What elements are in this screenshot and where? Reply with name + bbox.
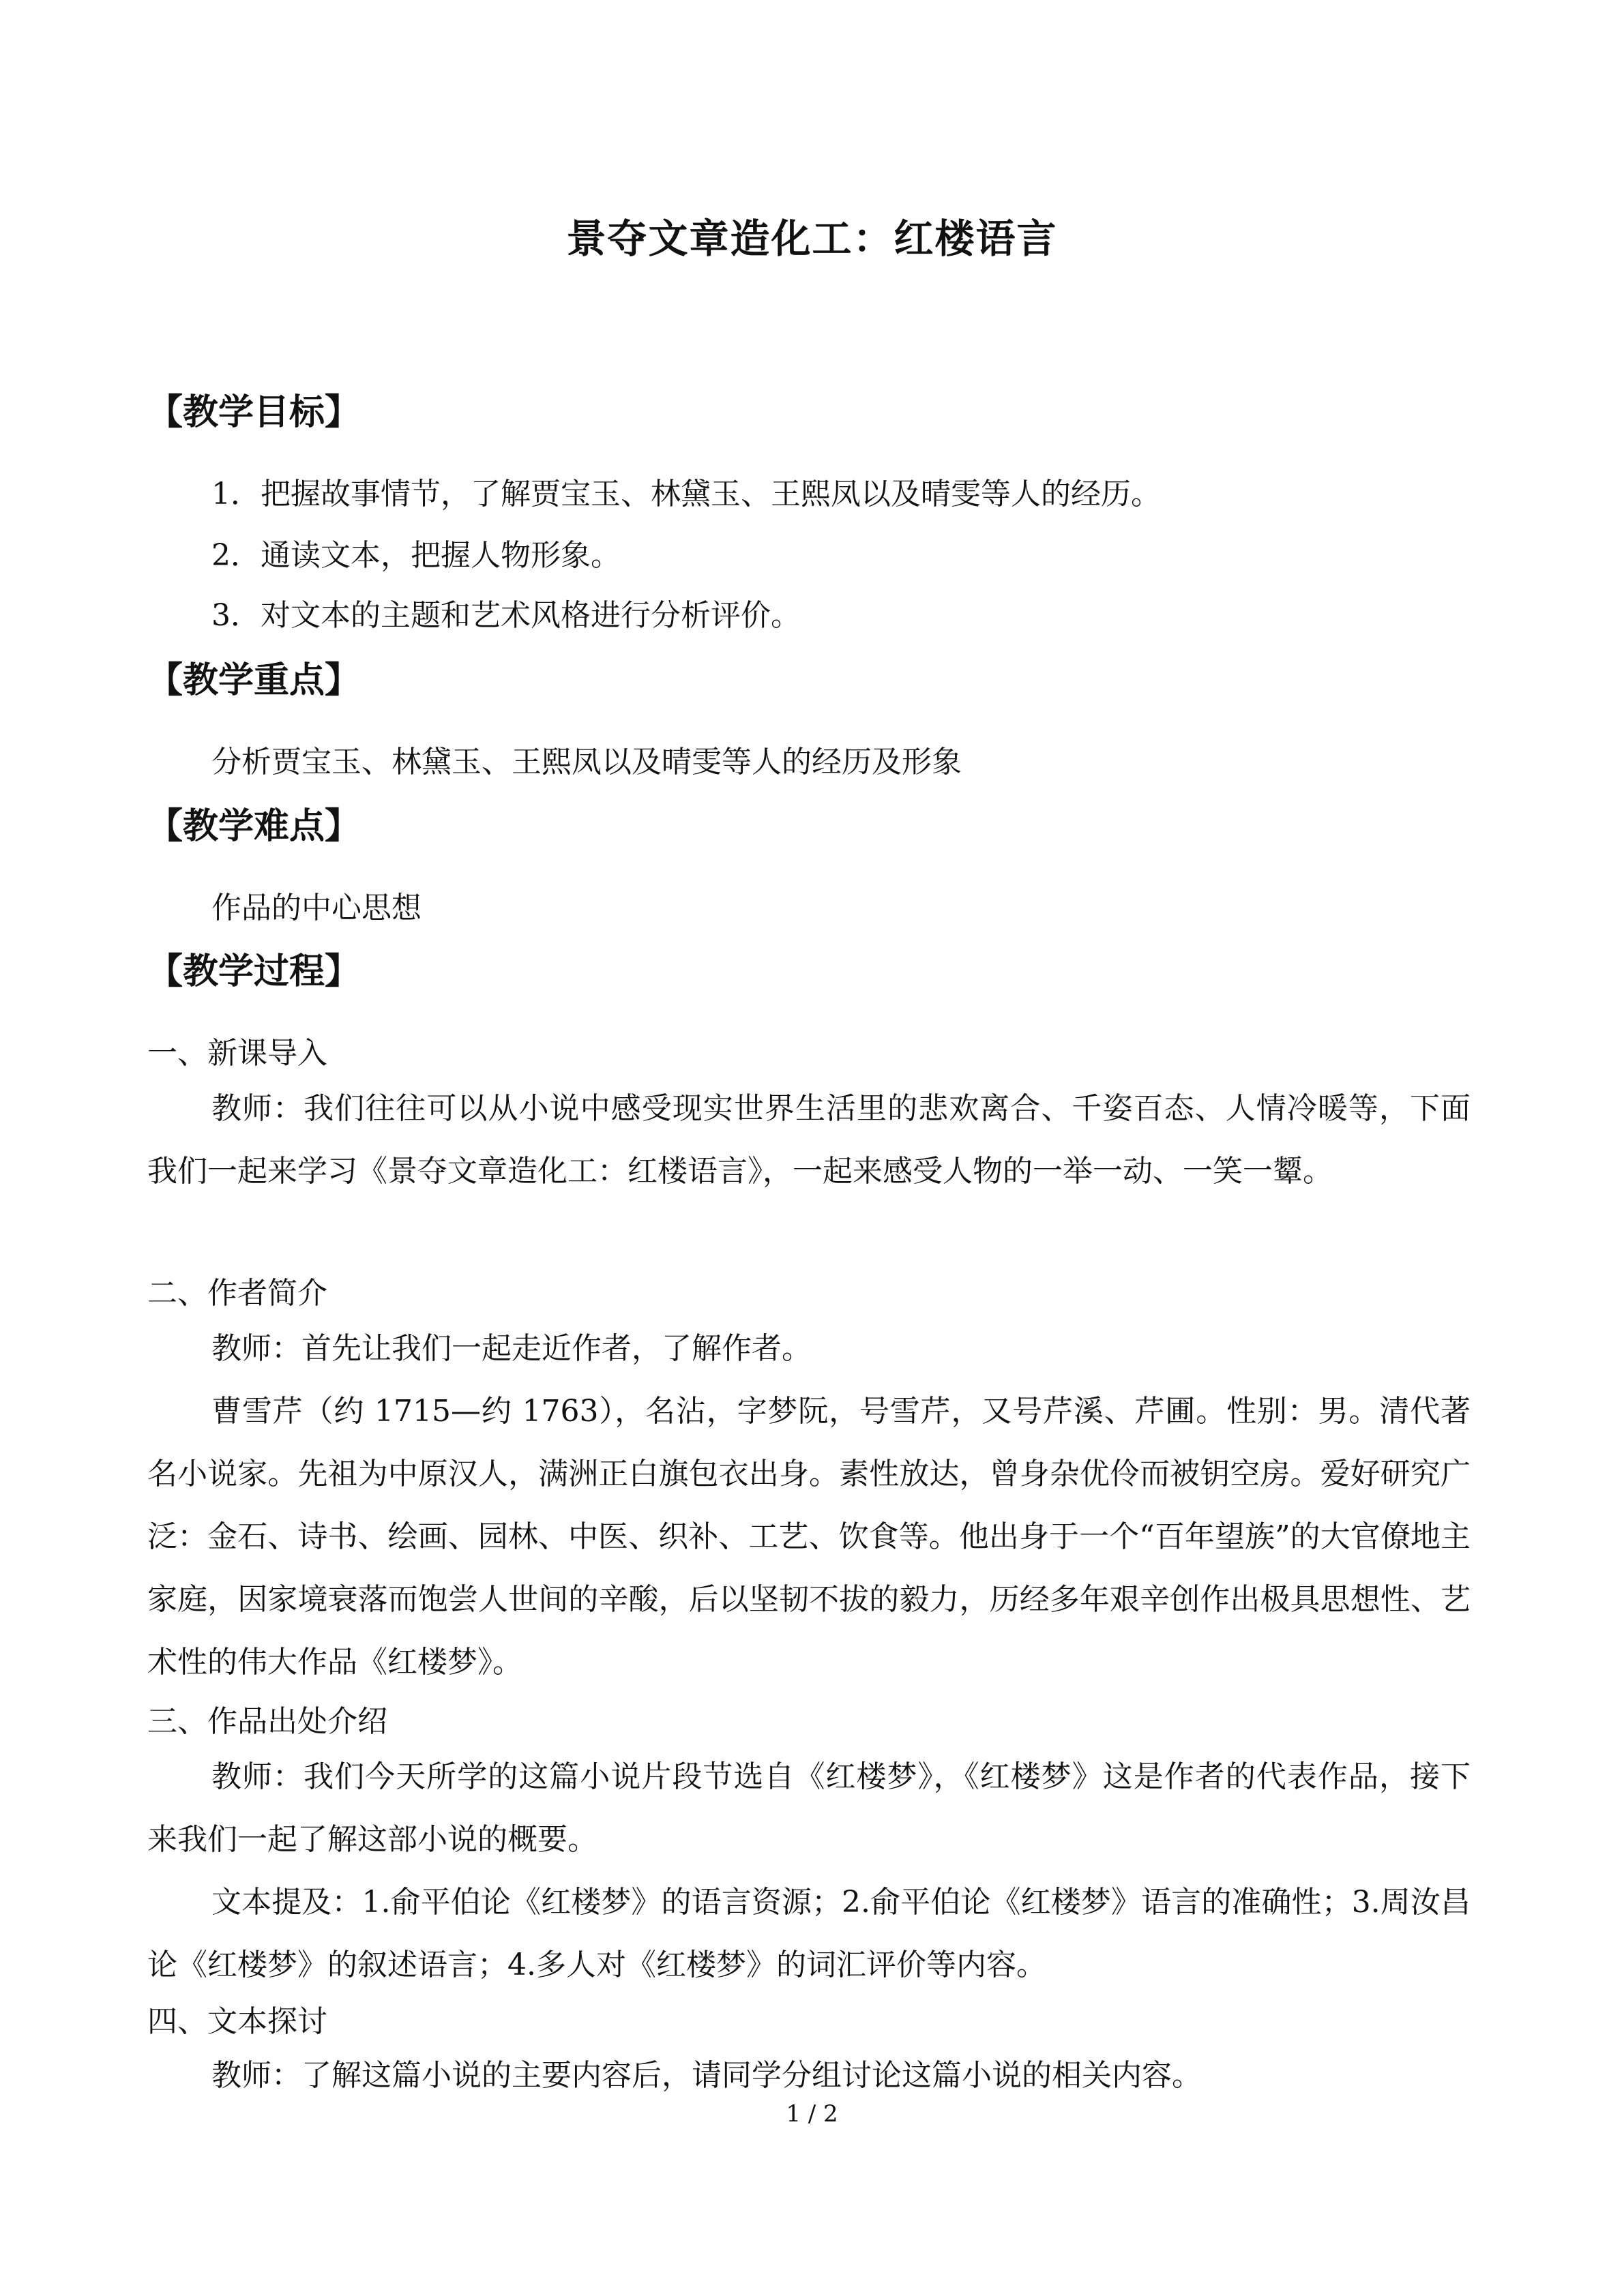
step-title-discussion: 四、文本探讨	[147, 2004, 327, 2039]
document-title: 景夺文章造化工：红楼语言	[566, 215, 1058, 262]
step-paragraph-author-1: 教师：首先让我们一起走近作者，了解作者。	[211, 1331, 812, 1366]
page-number: 1 / 2	[786, 2100, 838, 2128]
objective-item-3: 3．对文本的主题和艺术风格进行分析评价。	[211, 598, 801, 633]
step-paragraph-source-1: 教师：我们今天所学的这篇小说片段节选自《红楼梦》，《红楼梦》这是作者的代表作品，接下来我们一起了解这部小说的概要。	[147, 1759, 1471, 1857]
step-title-intro: 一、新课导入	[147, 1036, 327, 1071]
step-paragraph-discussion: 教师：了解这篇小说的主要内容后，请同学分组讨论这篇小说的相关内容。	[211, 2058, 1202, 2093]
key-points-text: 分析贾宝玉、林黛玉、王熙凤以及晴雯等人的经历及形象	[211, 745, 962, 779]
key-points-heading: 【教学重点】	[147, 660, 361, 701]
step-title-source: 三、作品出处介绍	[147, 1704, 387, 1739]
objective-item-1: 1．把握故事情节，了解贾宝玉、林黛玉、王熙凤以及晴雯等人的经历。	[211, 477, 1161, 511]
difficulties-heading: 【教学难点】	[147, 806, 361, 847]
step-paragraph-intro: 教师：我们往往可以从小说中感受现实世界生活里的悲欢离合、千姿百态、人情冷暖等，下面我们一起来学习《景夺文章造化工：红楼语言》，一起来感受人物的一举一动、一笑一颦。	[147, 1091, 1471, 1189]
objectives-heading: 【教学目标】	[147, 392, 361, 433]
objective-item-2: 2．通读文本，把握人物形象。	[211, 538, 621, 573]
step-paragraph-author-2: 曹雪芹（约 1715—约 1763），名沾，字梦阮，号雪芹，又号芹溪、芹圃。性别：男。清代著名小说家。先祖为中原汉人，满洲正白旗包衣出身。素性放达，曾身杂优伶而被钥空房。爱好研究广泛：金石、诗书、绘画、园林、中医、织补、工艺、饮食等。他出身于一个“百年望族”的大官僚地主家庭，因家境衰落而饱尝人世间的辛酸，后以坚韧不拔的毅力，历经多年艰辛创作出极具思想性、艺术性的伟大作品《红楼梦》。	[147, 1394, 1471, 1680]
step-title-author: 二、作者简介	[147, 1276, 327, 1311]
step-paragraph-source-2: 文本提及：1.俞平伯论《红楼梦》的语言资源；2.俞平伯论《红楼梦》语言的准确性；3.周汝昌论《红楼梦》的叙述语言；4.多人对《红楼梦》的词汇评价等内容。	[147, 1885, 1471, 1982]
process-heading: 【教学过程】	[147, 951, 361, 992]
difficulties-text: 作品的中心思想	[211, 891, 422, 925]
